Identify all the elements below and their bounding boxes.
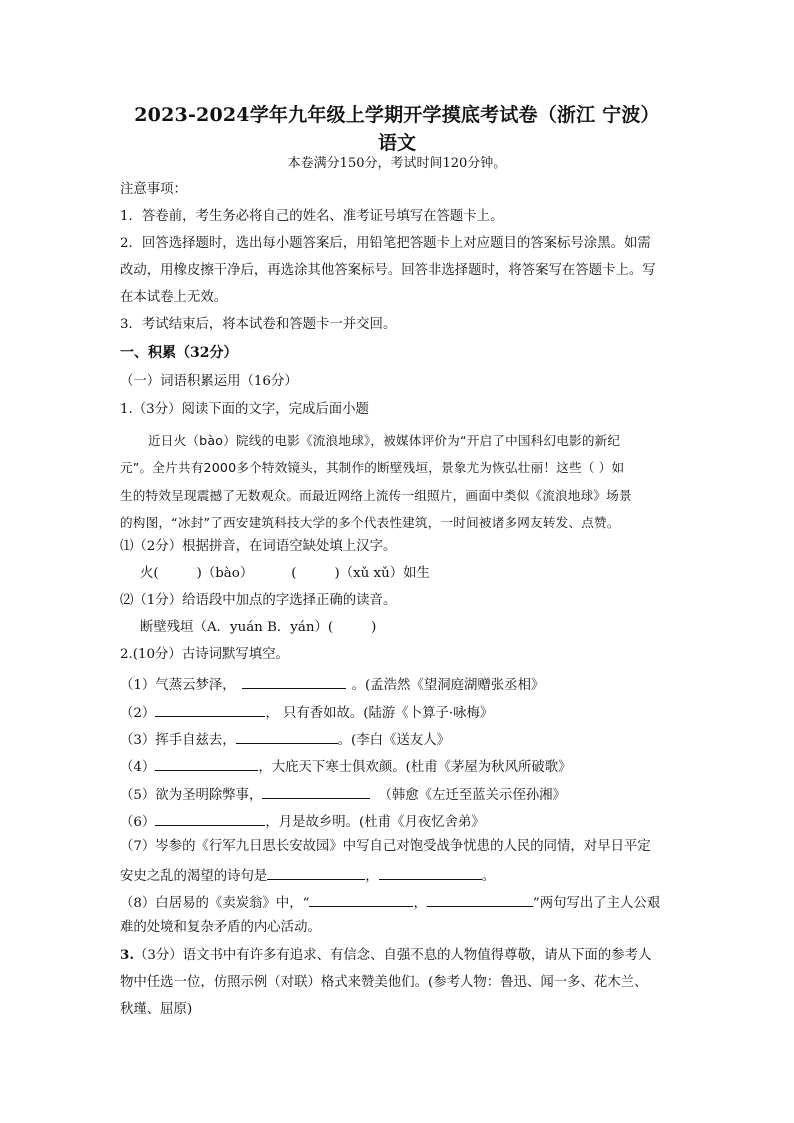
question-3-line-3: 秋瑾、屈原) (120, 1002, 193, 1017)
poem-3-suffix: 。(李白《送友人》 (337, 733, 451, 748)
poem-line-2 (120, 704, 493, 720)
poem-7-suffix: 。 (481, 869, 496, 884)
note-item-3: 3．考试结束后，将本试卷和答题卡一并交回。 (120, 317, 397, 332)
passage-line-2: 元”。全片共有2000多个特效镜头，其制作的断壁残垣，景象尤为恢弘壮丽！这些（ ）如 (120, 460, 625, 475)
poem-line-4 (120, 758, 572, 774)
question-3-line-2: 物中任选一位，仿照示例（对联）格式来赞美他们。(参考人物：鲁迅、闻一多、花木兰、 (120, 975, 648, 990)
sub-2-text: （1分）给语段中加点的字选择正确的读音。 (133, 593, 397, 608)
question-1-stem (120, 403, 369, 416)
poem-7-comma: ， (365, 869, 379, 884)
poem-4-suffix: ，大庇天下寒士俱欢颜。(杜甫《茅屋为秋风所破歌》 (258, 760, 572, 775)
fill-a-prefix: 火( (140, 566, 159, 581)
poem-3-blank[interactable] (236, 731, 338, 744)
exam-title: 2023-2024学年九年级上学期开学摸底考试卷（浙江 宁波） (134, 104, 660, 126)
poem-line-8b: 难的处境和复杂矛盾的内心活动。 (120, 920, 321, 935)
poem-5-suffix: （韩愈《左迁至蓝关示侄孙湘》 (378, 788, 566, 803)
poem-8-comma: ， (413, 896, 427, 911)
question-2-number: 2. (120, 647, 133, 662)
question-3-line-1 (120, 949, 651, 962)
poem-line-7b (120, 867, 495, 883)
poem-line-5 (120, 786, 566, 802)
poem-1-blank[interactable] (242, 676, 346, 689)
subsection-1-title: （一）词语积累运用（16分） (120, 374, 298, 389)
choice-text: 断壁残垣（A．yuán B．yán）( (140, 620, 334, 635)
notes-heading: 注意事项： (120, 182, 187, 197)
section-1-title: 一、积累（32分） (120, 345, 238, 361)
poem-2-suffix: ， 只有香如故。(陆游《卜算子·咏梅》 (265, 706, 494, 721)
poem-line-6 (120, 813, 485, 829)
question-1-sub-2 (120, 594, 396, 607)
choice-line (140, 621, 376, 634)
choice-end: ) (371, 620, 377, 635)
poem-4-blank[interactable] (155, 758, 258, 771)
fill-a-suffix: )（bào） (196, 566, 254, 581)
note-item-2-line-1: 2．回答选择题时，选出每小题答案后，用铅笔把答题卡上对应题目的答案标号涂黑。如需 (120, 236, 651, 251)
question-1-text: （3分）阅读下面的文字，完成后面小题 (132, 402, 369, 417)
fill-b-prefix: ( (291, 566, 297, 581)
question-3-text: （3分）语文书中有许多有追求、有信念、自强不息的人物值得尊敬，请从下面的参考人 (133, 948, 652, 963)
poem-2-prefix: （2） (120, 706, 156, 721)
subject-title: 语文 (377, 132, 416, 154)
sub-1-number: ⑴ (120, 539, 134, 554)
poem-8-blank-1[interactable] (309, 894, 413, 907)
sub-2-number: ⑵ (120, 593, 134, 608)
poem-line-7a: （7）岑参的《行军九日思长安故园》中写自己对饱受战争忧患的人民的同情，对早日平定 (120, 839, 651, 854)
poem-4-prefix: （4） (120, 760, 156, 775)
sub-1-text: （2分）根据拼音，在词语空缺处填上汉字。 (133, 539, 397, 554)
poem-7-blank-2[interactable] (379, 867, 482, 880)
poem-6-prefix: （6） (120, 815, 156, 830)
poem-1-suffix: 。(孟浩然《望洞庭湖赠张丞相》 (351, 678, 545, 693)
poem-8-suffix: ”两句写出了主人公艰 (532, 896, 661, 911)
note-item-1: 1．答卷前，考生务必将自己的姓名、准考证号填写在答题卡上。 (120, 209, 504, 224)
poem-2-blank[interactable] (155, 704, 265, 717)
poem-1-prefix: （1）气蒸云梦泽， (120, 678, 236, 693)
question-2-text: (10分）古诗词默写填空。 (132, 647, 289, 662)
poem-5-prefix: （5）欲为圣明除弊事， (120, 788, 263, 803)
note-item-2-line-3: 在本试卷上无效。 (120, 290, 228, 305)
passage-line-3: 生的特效呈现震撼了无数观众。而最近网络上流传一组照片，画面中类似《流浪地球》场景 (120, 488, 632, 503)
pinyin-fill-line (140, 567, 430, 580)
question-1-sub-1 (120, 540, 396, 553)
passage-line-1: 近日火（bào）院线的电影《流浪地球》，被媒体评价为“开启了中国科幻电影的新纪 (148, 433, 621, 448)
fill-b-suffix: )（xǔ xǔ）如生 (334, 566, 430, 581)
poem-line-3 (120, 731, 450, 747)
poem-6-suffix: ，月是故乡明。(杜甫《月夜忆舍弟》 (265, 815, 485, 830)
passage-line-4: 的构图，“冰封”了西安建筑科技大学的多个代表性建筑，一时间被诸多网友转发、点赞。 (120, 515, 620, 530)
question-3-number: 3. (120, 947, 134, 963)
question-1-number: 1. (120, 402, 133, 417)
poem-6-blank[interactable] (155, 813, 265, 826)
question-2-stem (120, 648, 289, 661)
poem-7-prefix: 安史之乱的渴望的诗句是 (120, 869, 268, 884)
poem-3-prefix: （3）挥手自兹去， (120, 733, 236, 748)
note-item-2-line-2: 改动，用橡皮擦干净后，再选涂其他答案标号。回答非选择题时，将答案写在答题卡上。写 (120, 263, 656, 278)
poem-line-1 (120, 676, 544, 692)
poem-8-blank-2[interactable] (427, 894, 533, 907)
poem-line-8a (120, 894, 660, 910)
exam-info: 本卷满分150分，考试时间120分钟。 (287, 156, 507, 171)
poem-7-blank-1[interactable] (267, 867, 365, 880)
poem-8-prefix: （8）白居易的《卖炭翁》中，“ (120, 896, 310, 911)
poem-5-blank[interactable] (262, 786, 370, 799)
